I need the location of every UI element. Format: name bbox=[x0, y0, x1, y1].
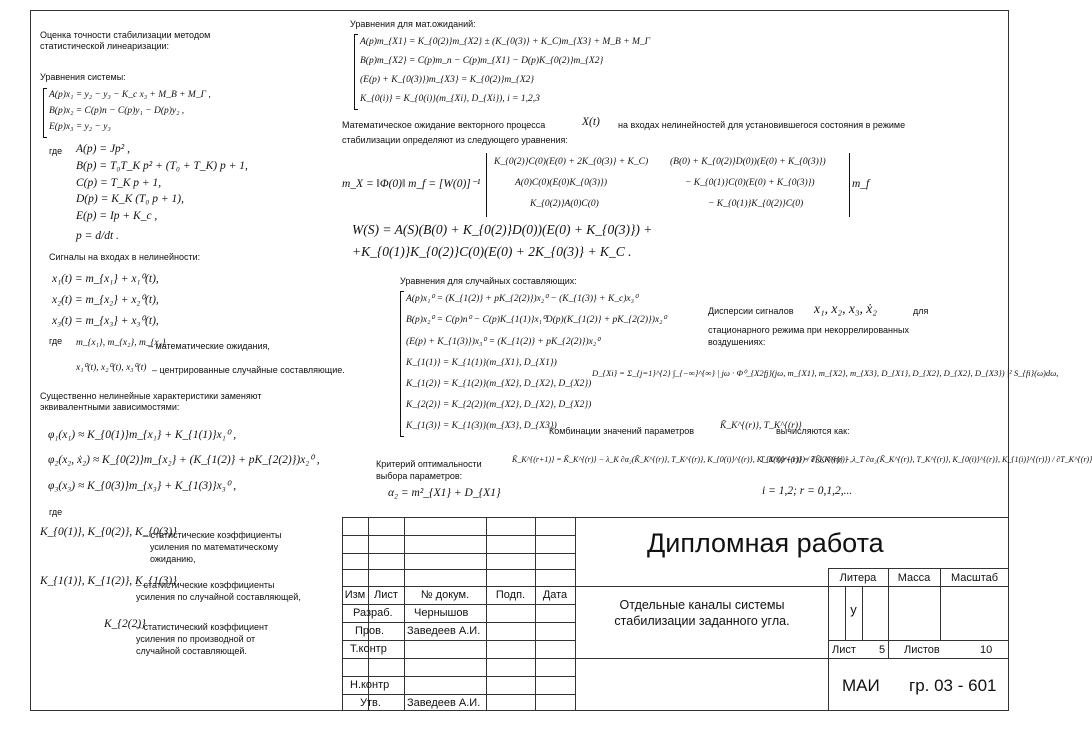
mean-eq-3: (E(p) + K_{0(3)})m_{X3} = K_{0(2)}m_{X2} bbox=[360, 75, 535, 85]
dispersion-label: Дисперсии сигналов bbox=[708, 306, 794, 316]
where-label-3: где bbox=[49, 507, 63, 517]
random-eq-1: A(p)x₁⁰ = (K_{1(2)} + pK_{2(2)})x₂⁰ − (K_{1(3)} + K_c)x₃⁰ bbox=[406, 294, 638, 304]
signal-3: x₃(t) = m_{x₃} + x₃⁰(t), bbox=[52, 315, 159, 327]
k1-desc-2: усиления по случайной составляющей, bbox=[136, 592, 301, 602]
k1-symbols: K_{1(1)}, K_{1(2)}, K_{1(3)} bbox=[40, 575, 177, 587]
k2-desc-2: усиления по производной от bbox=[136, 634, 256, 644]
matrix-c2-r2: − K_{0(1)}C(0)(E(0) + K_{0(3)}) bbox=[685, 178, 815, 188]
stamp-nkontr: Н.контр bbox=[350, 679, 390, 691]
where-label-1: где bbox=[49, 146, 63, 156]
nonlinear-line2: эквивалентными зависимостями: bbox=[40, 402, 180, 412]
mean-eq-2: B(p)m_{X2} = C(p)m_n − C(p)m_{X1} − D(p)K_{0(2)}m_{X2} bbox=[360, 56, 604, 66]
k2-desc-3: случайной составляющей. bbox=[136, 646, 247, 656]
mean-eq-1: A(p)m_{X1} = K_{0(2)}m_{X2} ± (K_{0(3)} + K_C)m_{X3} + M_B + M_Г bbox=[360, 37, 651, 47]
stamp-subject-1: Отдельные каналы системы bbox=[619, 598, 785, 612]
stamp-razrab: Разраб. bbox=[353, 607, 393, 619]
phi-1: φ₁(x₁) ≈ K_{0(1)}m_{x₁} + K_{1(1)}x₁⁰ , bbox=[48, 429, 237, 441]
mean-brace bbox=[354, 34, 358, 110]
intro-title-line2: статистической линеаризации: bbox=[40, 41, 170, 51]
system-eq-2: B(p)x₂ = C(p)n − C(p)y₁ − D(p)y₂ , bbox=[49, 106, 185, 116]
random-eq-3: (E(p) + K_{1(3)})x₃⁰ = (K_{1(2)} + pK_{2(2)})x₂⁰ bbox=[406, 337, 600, 347]
mean-eq-4: K_{0(i)} = K_{0(i)}(m_{Xi}, D_{Xi}), i = 1,2,3 bbox=[360, 94, 540, 104]
k2-symbol: K_{2(2)} bbox=[104, 618, 146, 630]
matrix-c1-r3: K_{0(2)}A(0)C(0) bbox=[530, 199, 599, 209]
stamp-col-sign: Подп. bbox=[495, 589, 526, 601]
stamp-subject-2: стабилизации заданного угла. bbox=[614, 614, 790, 628]
random-eq-5: K_{1(2)} = K_{1(2)}(m_{X2}, D_{X2}, D_{X2}) bbox=[406, 379, 592, 389]
matrix-c1-r1: K_{0(2)}C(0)(E(0) + 2K_{0(3)} + K_C) bbox=[494, 157, 649, 167]
random-eq-4: K_{1(1)} = K_{1(1)}(m_{X1}, D_{X1}) bbox=[406, 358, 557, 368]
k1-desc-1: – статистические коэффициенты bbox=[136, 580, 275, 590]
stamp-litera: Литера bbox=[839, 572, 877, 584]
phi-2: φ₂(x₂, ẋ₂) ≈ K_{0(2)}m_{x₂} + (K_{1(2)} + pK_{2(2)})x₂⁰ , bbox=[48, 454, 320, 466]
combination-symbol: K̃_K^{(r)}, T_K^{(r)} bbox=[720, 421, 802, 431]
dispersion-for: для bbox=[913, 306, 929, 316]
stamp-sheets-label: Листов bbox=[904, 644, 940, 656]
stamp-tkontr: Т.контр bbox=[350, 643, 387, 655]
def-e: E(p) = Ip + K_c , bbox=[76, 210, 158, 222]
def-b: B(p) = T₀T_K p² + (T₀ + T_K) p + 1, bbox=[76, 160, 248, 172]
stamp-utv-name: Заведеев А.И. bbox=[407, 697, 481, 709]
combination-label: Комбинации значений параметров bbox=[549, 426, 695, 436]
dispersion-line3: воздушениях: bbox=[708, 337, 766, 347]
mean-description: – математические ожидания, bbox=[148, 341, 270, 351]
criterion-line2: выбора параметров: bbox=[376, 471, 463, 481]
random-eq-7: K_{1(3)} = K_{1(3)}(m_{X3}, D_{X3}) bbox=[406, 421, 557, 431]
stamp-title: Дипломная работа bbox=[647, 528, 884, 558]
signal-1: x₁(t) = m_{x₁} + x₁⁰(t), bbox=[52, 273, 159, 285]
matrix-rhs: m_f bbox=[852, 178, 870, 190]
centered-symbols: x₁⁰(t), x₂⁰(t), x₃⁰(t) bbox=[76, 363, 147, 373]
dispersion-line2: стационарного режима при некоррелированных bbox=[708, 325, 909, 335]
system-eq-3: E(p)x₃ = y₂ − y₃ bbox=[49, 122, 111, 132]
random-brace bbox=[400, 291, 404, 437]
system-heading: Уравнения системы: bbox=[40, 72, 126, 82]
stamp-sheet-label: Лист bbox=[832, 644, 856, 656]
k0-symbols: K_{0(1)}, K_{0(2)}, K_{0(3)} bbox=[40, 526, 177, 538]
intro-title-line1: Оценка точности стабилизации методом bbox=[40, 30, 211, 40]
def-a: A(p) = Jp² , bbox=[76, 143, 130, 155]
stamp-utv: Утв. bbox=[360, 697, 381, 709]
stamp-prov-name: Заведеев А.И. bbox=[407, 625, 481, 637]
mx-lhs: m_X = ‖Φ(0)‖ m_f = [W(0)]⁻¹ bbox=[342, 178, 481, 190]
alpha-formula: α₂ = m²_{X1} + D_{X1} bbox=[388, 487, 501, 499]
vector-symbol: X(t) bbox=[582, 116, 600, 128]
centered-description: – центрированные случайные составляющие. bbox=[152, 365, 345, 375]
w-line1: W(S) = A(S)(B(0) + K_{0(2)}D(0))(E(0) + K_{0(3)}) + bbox=[352, 222, 653, 237]
random-eq-6: K_{2(2)} = K_{2(2)}(m_{X2}, D_{X2}, D_{X2}) bbox=[406, 400, 592, 410]
update-t: T_K^{(r+1)} = T_K^{(r)} − λ_T ∂α₂(K̃_K^{(r)}, T_K^{(r)}, K_{0(i)}^{(r)}, K_{1(i)}^{(r)}) / ∂T_K^{(r)} bbox=[760, 455, 1092, 464]
system-eq-1: A(p)x₁ = y₂ − y₃ − K_c x₃ + M_B + M_Г , bbox=[49, 90, 211, 100]
k2-desc-1: – статистический коэффициент bbox=[136, 622, 269, 632]
w-line2: +K_{0(1)}K_{0(2)}C(0)(E(0) + 2K_{0(3)} + K_C . bbox=[352, 244, 632, 259]
dxi-formula: D_{Xi} = Σ_{j=1}^{2} ∫_{−∞}^{∞} | jω · Φ⁰_{X2fj}(jω, m_{X1}, m_{X2}, m_{X3}, D_{X1}, D_{X2}, D_{X2}, D_{X3}) |² S_{fi}(ω)dω, bbox=[592, 368, 1059, 378]
stamp-prov: Пров. bbox=[355, 625, 385, 637]
matrix-c2-r1: (B(0) + K_{0(2)}D(0))(E(0) + K_{0(3)}) bbox=[670, 157, 826, 167]
nonlinear-line1: Существенно нелинейные характеристики заменяют bbox=[40, 391, 262, 401]
stamp-organization: МАИ bbox=[842, 676, 880, 695]
mean-symbols: m_{x₁}, m_{x₂}, m_{x₃} bbox=[76, 338, 166, 348]
matrix-c2-r3: − K_{0(1)}K_{0(2)}C(0) bbox=[708, 199, 804, 209]
k0-desc-3: ожиданию, bbox=[150, 554, 196, 564]
stamp-col-list: Лист bbox=[374, 589, 398, 601]
stamp-col-date: Дата bbox=[542, 589, 568, 601]
vector-line2: стабилизации определяют из следующего уравнения: bbox=[342, 135, 568, 145]
update-k: K̃_K^{(r+1)} = K̃_K^{(r)} − λ_K ∂α₂(K̃_K^{(r)}, T_K^{(r)}, K_{0(i)}^{(r)}, K_{1(i)}^{(r)}) / ∂K̃_K^{(r)} , bbox=[512, 455, 852, 464]
stamp-sheet-number: 5 bbox=[879, 644, 886, 656]
signals-heading: Сигналы на входах в нелинейности: bbox=[49, 252, 201, 262]
def-p: p = d/dt . bbox=[76, 230, 119, 242]
matrix-c1-r2: A(0)C(0)(E(0)K_{0(3)}) bbox=[515, 178, 608, 188]
def-d: D(p) = K_K (T₀ p + 1), bbox=[76, 193, 185, 205]
stamp-col-izm: Изм bbox=[344, 589, 366, 601]
random-heading: Уравнения для случайных составляющих: bbox=[400, 276, 577, 286]
where-label-2: где bbox=[49, 336, 63, 346]
stamp-col-doc: № докум. bbox=[420, 589, 470, 601]
k0-desc-1: – статистические коэффициенты bbox=[143, 530, 282, 540]
random-eq-2: B(p)x₂⁰ = C(p)n⁰ − C(p)K_{1(1)}x₁⁰D(p)(K_{1(2)} + pK_{2(2)})x₂⁰ bbox=[406, 315, 667, 325]
stamp-masshtab: Масштаб bbox=[950, 572, 999, 584]
stamp-sheets-count: 10 bbox=[980, 644, 993, 656]
stamp-razrab-name: Чернышов bbox=[414, 607, 469, 619]
combination-tail: вычисляются как: bbox=[776, 426, 850, 436]
system-brace bbox=[43, 88, 47, 138]
vector-line1: Математическое ожидание векторного процесса bbox=[342, 120, 546, 130]
phi-3: φ₃(x₃) ≈ K_{0(3)}m_{x₃} + K_{1(3)}x₃⁰ , bbox=[48, 480, 237, 492]
stamp-group: гр. 03 - 601 bbox=[909, 676, 997, 695]
stamp-massa: Масса bbox=[897, 572, 931, 584]
stamp-litera-value: у bbox=[850, 602, 857, 617]
criterion-line1: Критерий оптимальности bbox=[376, 459, 482, 469]
k0-desc-2: усиления по математическому bbox=[150, 542, 279, 552]
mean-heading: Уравнения для мат.ожиданий: bbox=[350, 19, 476, 29]
def-c: C(p) = T_K p + 1, bbox=[76, 177, 162, 189]
vector-line1b: на входах нелинейностей для установившегося состояния в режиме bbox=[618, 120, 906, 130]
iteration-range: i = 1,2; r = 0,1,2,... bbox=[762, 485, 853, 497]
signal-2: x₂(t) = m_{x₂} + x₂⁰(t), bbox=[52, 294, 159, 306]
dispersion-symbols: x₁, x₂, x₃, ẋ₂ bbox=[814, 301, 877, 316]
